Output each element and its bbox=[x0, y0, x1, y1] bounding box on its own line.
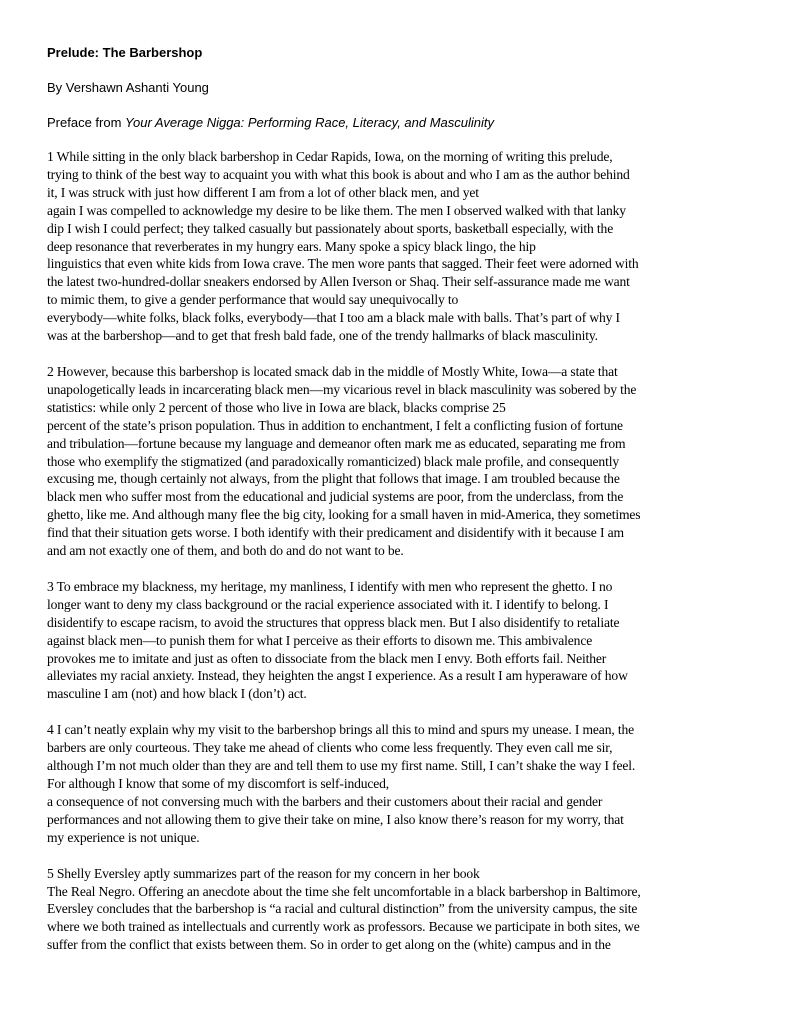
paragraph-line: longer want to deny my class background or the racial experience associated with it. I identify to belong. I bbox=[47, 596, 609, 612]
paragraph-line: 5 Shelly Eversley aptly summarizes part of the reason for my concern in her book bbox=[47, 865, 480, 881]
paragraph-line: a consequence of not conversing much with the barbers and their customers about their racial and gender bbox=[47, 793, 603, 809]
paragraph-line: again I was compelled to acknowledge my desire to be like them. The men I observed walked with that lanky bbox=[47, 202, 626, 218]
paragraph-line: masculine I am (not) and how black I (don’t) act. bbox=[47, 686, 307, 702]
paragraph-line: statistics: while only 2 percent of those who live in Iowa are black, blacks comprise 25 bbox=[47, 399, 506, 415]
paragraph-3 bbox=[47, 578, 751, 703]
paragraph-line: my experience is not unique. bbox=[47, 829, 200, 845]
document-title: Prelude: The Barbershop bbox=[47, 45, 203, 60]
paragraph-4 bbox=[47, 721, 751, 846]
preface-book-title: Your Average Nigga: Performing Race, Literacy, and Masculinity bbox=[125, 115, 495, 130]
paragraph-line: ghetto, like me. And although many flee the big city, looking for a small haven in mid-America, they sometimes bbox=[47, 507, 641, 523]
paragraph-line: excusing me, though certainly not always, from the plight that follows that image. I am troubled because the bbox=[47, 471, 620, 487]
paragraph-line: where we both trained as intellectuals and currently work as professors. Because we participate in both sites, we bbox=[47, 919, 640, 935]
preface-prefix: Preface from bbox=[47, 115, 126, 130]
paragraph-line: linguistics that even white kids from Iowa crave. The men wore pants that sagged. Their feet were adorned with bbox=[47, 256, 639, 272]
paragraph-line: barbers are only courteous. They take me ahead of clients who come less frequently. They even call me sir, bbox=[47, 740, 613, 756]
paragraph-line: 1 While sitting in the only black barbershop in Cedar Rapids, Iowa, on the morning of writing this prelude, bbox=[47, 149, 613, 164]
paragraph-line: and tribulation—fortune because my language and demeanor often mark me as educated, separating me from bbox=[47, 435, 626, 451]
paragraph-line: performances and not allowing them to give their take on mine, I also know there’s reason for my worry, that bbox=[47, 811, 624, 827]
paragraph-line: the latest two-hundred-dollar sneakers endorsed by Allen Iverson or Shaq. Their self-assurance made me want bbox=[47, 274, 630, 290]
paragraph-line: against black men—to punish them for what I perceive as their efforts to disown me. This ambivalence bbox=[47, 632, 593, 648]
paragraph-line: For although I know that some of my discomfort is self-induced, bbox=[47, 776, 390, 791]
paragraph-line: those who exemplify the stigmatized (and paradoxically romanticized) black male profile, and consequently bbox=[47, 453, 619, 469]
paragraph-2 bbox=[47, 363, 751, 560]
paragraph-line: it, I was struck with just how different I am from a lot of other black men, and yet bbox=[47, 184, 479, 200]
paragraph-line: find that their situation gets worse. I both identify with their predicament and disidentify with it because I am bbox=[47, 525, 624, 541]
paragraph-line: Eversley concludes that the barbershop is “a racial and cultural distinction” from the university campus, the site bbox=[47, 901, 638, 917]
paragraph-line: dip I wish I could perfect; they talked casually but passionately about sports, basketball especially, with the bbox=[47, 220, 614, 236]
paragraph-line: 3 To embrace my blackness, my heritage, my manliness, I identify with men who represent the ghetto. I no bbox=[47, 578, 613, 594]
paragraph-line: percent of the state’s prison population. Thus in addition to enchantment, I felt a conflicting fusion of fortune bbox=[47, 417, 623, 433]
paragraph-line: unapologetically leads in incarcerating black men—my vicarious revel in black masculinity was sobered by the bbox=[47, 381, 637, 397]
paragraph-line: provokes me to imitate and just as often to dissociate from the black men I envy. Both efforts fail. Neither bbox=[47, 650, 607, 666]
paragraph-line: black men who suffer most from the educational and judicial systems are poor, from the underclass, from the bbox=[47, 489, 624, 505]
paragraph-line: everybody—white folks, black folks, everybody—that I too am a black male with balls. That’s part of why I bbox=[47, 310, 620, 326]
paragraph-line: alleviates my racial anxiety. Instead, they heighten the angst I experience. As a result I am hyperaware of how bbox=[47, 668, 628, 684]
paragraph-line: and am not exactly one of them, and both do and do not want to be. bbox=[47, 543, 404, 559]
paragraph-line: was at the barbershop—and to get that fresh bald fade, one of the trendy hallmarks of black masculinity. bbox=[47, 328, 598, 344]
paragraph-line: trying to think of the best way to acquaint you with what this book is about and who I am as the author behind bbox=[47, 166, 630, 182]
author-byline: By Vershawn Ashanti Young bbox=[47, 80, 209, 95]
paragraph-line: disidentify to escape racism, to avoid the structures that oppress black men. But I also disidentify to retaliate bbox=[47, 614, 620, 630]
paragraph-line: 2 However, because this barbershop is located smack dab in the middle of Mostly White, Iowa—a state that bbox=[47, 363, 618, 379]
paragraph-line: to mimic them, to give a gender performance that would say unequivocally to bbox=[47, 292, 459, 308]
paragraph-line: 4 I can’t neatly explain why my visit to the barbershop brings all this to mind and spurs my unease. I mean, the bbox=[47, 722, 634, 738]
paragraph-line: suffer from the conflict that exists between them. So in order to get along on the (white) campus and in the bbox=[47, 937, 611, 953]
body-paragraphs bbox=[47, 148, 751, 954]
paragraph-5 bbox=[47, 865, 751, 955]
paragraph-line: although I’m not much older than they are and tell them to use my first name. Still, I can’t shake the way I feel. bbox=[47, 758, 636, 774]
preface-source bbox=[47, 114, 751, 131]
paragraph-line: The Real Negro. Offering an anecdote about the time she felt uncomfortable in a black barbershop in Baltimore, bbox=[47, 883, 641, 899]
paragraph-line: deep resonance that reverberates in my hungry ears. Many spoke a spicy black lingo, the hip bbox=[47, 238, 536, 254]
document-page bbox=[47, 44, 751, 972]
paragraph-1 bbox=[47, 148, 751, 345]
